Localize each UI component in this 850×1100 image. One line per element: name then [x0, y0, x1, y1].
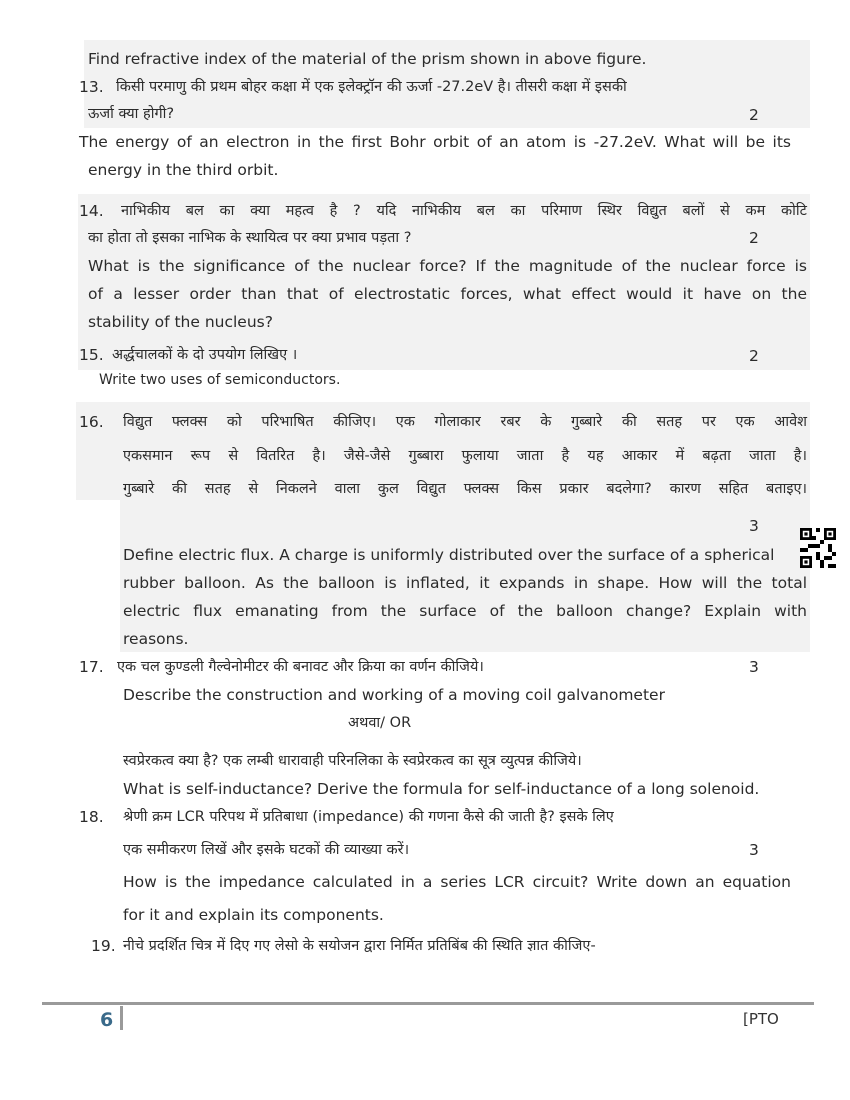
q17-alt-english: What is self-inductance? Derive the formula for self-inductance of a long solenoid.: [123, 780, 760, 798]
q16-marks: 3: [749, 517, 759, 535]
page-number: 6: [100, 1009, 114, 1031]
q17-alt-hindi: स्वप्रेरकत्व क्या है? एक लम्बी धारावाही परिनलिका के स्वप्रेरकत्व का सूत्र व्युत्पन्न कीजिये।: [123, 753, 582, 769]
q19-hindi: नीचे प्रदर्शित चित्र में दिए गए लेसो के सयोजन द्वारा निर्मित प्रतिबिंब की स्थिति ज्ञात कीजिए-: [123, 938, 596, 954]
q16-hindi-line1: विद्युत फ्लक्स को परिभाषित कीजिए। एक गोलाकार रबर के गुब्बारे की सतह पर एक आवेश: [123, 414, 807, 430]
q14-english-line1: What is the significance of the nuclear force? If the magnitude of the nuclear force is: [88, 257, 807, 275]
q15-number: 15.: [79, 346, 104, 364]
q17-number: 17.: [79, 658, 104, 676]
q13-hindi-line2: ऊर्जा क्या होगी?: [88, 106, 175, 122]
q16-english-line4: reasons.: [123, 630, 189, 648]
q14-hindi-line1: नाभिकीय बल का क्या महत्व है ? यदि नाभिकीय बल का परिमाण स्थिर विद्युत बलों से कम कोटि: [121, 203, 807, 219]
q16-hindi-line2: एकसमान रूप से वितरित है। जैसे-जैसे गुब्बारा फुलाया जाता है यह आकार में बढ़ता जाता है।: [123, 448, 807, 464]
q18-hindi-line1: श्रेणी क्रम LCR परिपथ में प्रतिबाधा (impedance) की गणना कैसे की जाती है? इसके लिए: [123, 809, 614, 825]
q15-english: Write two uses of semiconductors.: [99, 372, 341, 388]
q18-number: 18.: [79, 808, 104, 826]
q17-hindi: एक चल कुण्डली गैल्वेनोमीटर की बनावट और क्रिया का वर्णन कीजिये।: [117, 659, 484, 675]
q18-english-line1: How is the impedance calculated in a series LCR circuit? Write down an equation: [123, 873, 791, 891]
q15-marks: 2: [749, 347, 759, 365]
q13-hindi-line1: किसी परमाणु की प्रथम बोहर कक्षा में एक इलेक्ट्रॉन की ऊर्जा -27.2eV है। तीसरी कक्षा में इसकी: [116, 79, 627, 95]
footer-divider: [42, 1002, 814, 1005]
q19-number: 19.: [91, 937, 116, 955]
q16-english-line3: electric flux emanating from the surface of the balloon change? Explain with: [123, 602, 807, 620]
q13-number: 13.: [79, 78, 104, 96]
qr-code-icon: [800, 528, 836, 568]
q12-english: Find refractive index of the material of the prism shown in above figure.: [88, 50, 647, 68]
q17-english: Describe the construction and working of a moving coil galvanometer: [123, 686, 665, 704]
q17-or-label: अथवा/ OR: [348, 715, 412, 731]
q14-english-line2: of a lesser order than that of electrostatic forces, what effect would it have on the: [88, 285, 807, 303]
q14-hindi-line2: का होता तो इसका नाभिक के स्थायित्व पर क्या प्रभाव पड़ता ?: [88, 230, 412, 246]
page-number-divider: [120, 1006, 123, 1030]
pto-label: [PTO: [743, 1010, 779, 1028]
q16-english-line1: Define electric flux. A charge is uniformly distributed over the surface of a spherical: [123, 546, 775, 564]
q14-marks: 2: [749, 229, 759, 247]
q16-number: 16.: [79, 413, 104, 431]
q13-marks: 2: [749, 106, 759, 124]
q13-english-line2: energy in the third orbit.: [88, 161, 279, 179]
q18-english-line2: for it and explain its components.: [123, 906, 384, 924]
q16-english-line2: rubber balloon. As the balloon is inflated, it expands in shape. How will the total: [123, 574, 807, 592]
q13-english-line1: The energy of an electron in the first Bohr orbit of an atom is -27.2eV. What will be its: [79, 133, 791, 151]
q14-number: 14.: [79, 202, 104, 220]
q14-english-line3: stability of the nucleus?: [88, 313, 273, 331]
q17-marks: 3: [749, 658, 759, 676]
q16-hindi-line3: गुब्बारे की सतह से निकलने वाला कुल विद्युत फ्लक्स किस प्रकार बदलेगा? कारण सहित बताइए।: [123, 481, 807, 497]
q18-hindi-line2: एक समीकरण लिखें और इसके घटकों की व्याख्या करें।: [123, 842, 410, 858]
q15-hindi: अर्द्धचालकों के दो उपयोग लिखिए ।: [112, 347, 298, 363]
q18-marks: 3: [749, 841, 759, 859]
